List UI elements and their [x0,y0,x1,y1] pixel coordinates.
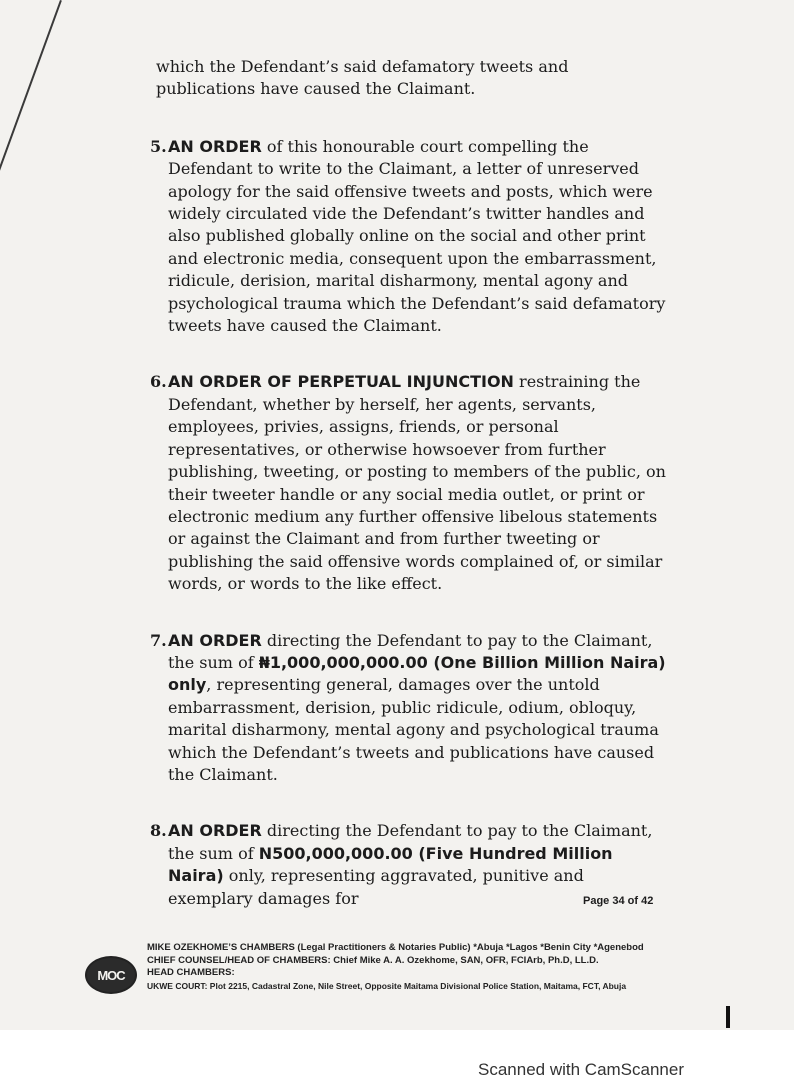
item-text-continued: , representing general, damages over the untold embarrassment, derision, public ridicule, odium, obloquy, marital disharmony, mental agony and psychological trauma which the Defendant’s tweets and publications have caused the Claimant. [168,675,659,784]
damages-amount: N500,000,000.00 (Five Hundred Million Naira) [168,843,613,886]
item-text: directing the Defendant to pay to the Claimant, the sum of [168,821,653,863]
item-heading: AN ORDER [168,821,262,841]
footer-address-line: UKWE COURT: Plot 2215, Cadastral Zone, Nile Street, Opposite Maitama Divisional Police Station, Maitama, FCT, Abuja [147,980,627,991]
item-text: directing the Defendant to pay to the Claimant, the sum of [168,630,653,672]
document-body [150,56,670,944]
page-edge-shadow [0,0,62,198]
item-number: 5. [150,136,167,156]
item-text: of this honourable court compelling the Defendant to write to the Claimant, a letter of unreserved apology for the said offensive tweets and posts, which were widely circulated vide the Defendant’s twitter handles and also published globally online on the social and other print and electronic media, consequent upon the embarrassment, ridicule, derision, marital disharmony, mental agony and psychological trauma which the Defendant’s said defamatory tweets have caused the Claimant. [168,136,666,336]
footer-chambers-line: MIKE OZEKHOME’S CHAMBERS (Legal Practitioners & Notaries Public) *Abuja *Lagos *Benin City *Agenebod [147,942,644,953]
item-heading: AN ORDER OF PERPETUAL INJUNCTION [168,372,514,392]
item-text-continued: only, representing aggravated, punitive and exemplary damages for [168,866,584,908]
item-heading: AN ORDER [168,630,262,650]
corner-mark [726,1006,730,1028]
damages-amount: ₦1,000,000,000.00 (One Billion Million Naira) only [168,652,666,695]
footer-counsel-line: CHIEF COUNSEL/HEAD OF CHAMBERS: Chief Mike A. A. Ozekhome, SAN, OFR, FCIArb, Ph.D, LL.D. [147,954,599,966]
order-item-5 [150,136,670,338]
item-number: 6. [150,372,167,392]
order-item-6 [150,371,670,595]
order-item-7 [150,630,670,787]
chambers-logo-icon: MOC [85,956,137,994]
scanner-watermark: Scanned with CamScanner [478,1060,685,1079]
item-text: restraining the Defendant, whether by herself, her agents, servants, employees, privies, assigns, friends, or personal representatives, or otherwise howsoever from further publishing, tweeting, or posting to members of the public, on their tweeter handle or any social media outlet, or print or electronic medium any further offensive libelous statements or against the Claimant and from further tweeting or publishing the said offensive words complained of, or similar words, or words to the like effect. [168,372,666,594]
footer-head-chambers-line: HEAD CHAMBERS: [147,967,235,978]
item-number: 8. [150,821,167,841]
page-number: Page 34 of 42 [583,895,654,907]
item-heading: AN ORDER [168,136,262,156]
item-number: 7. [150,630,167,650]
intro-paragraph: which the Defendant’s said defamatory tweets and publications have caused the Claimant. [156,57,569,99]
